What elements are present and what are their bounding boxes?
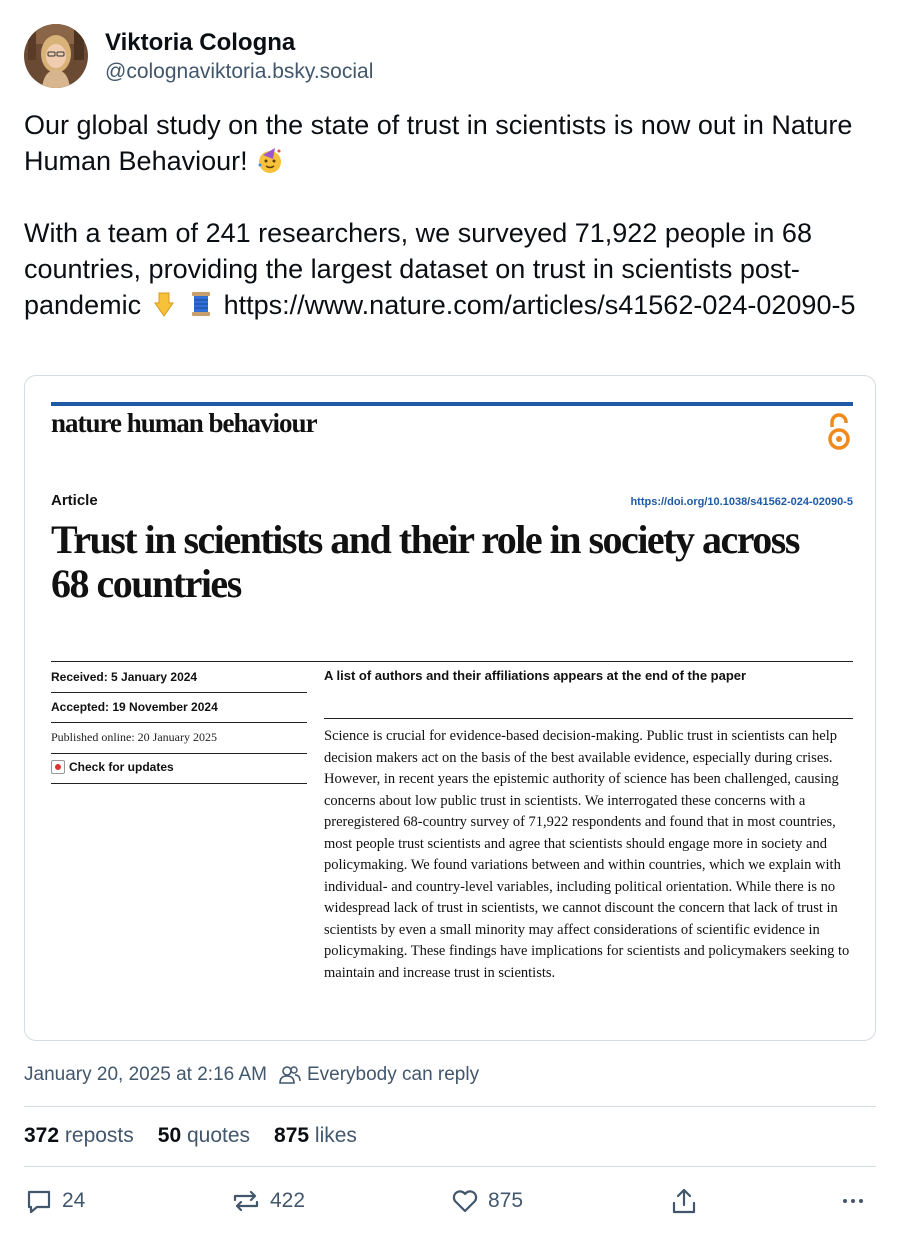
crossmark-icon xyxy=(51,760,65,774)
author-display-name[interactable]: Viktoria Cologna xyxy=(105,29,296,56)
article-link[interactable]: https://www.nature.com/articles/s41562-024-02090-5 xyxy=(223,290,856,320)
received-date: Received: 5 January 2024 xyxy=(51,670,198,684)
repost-count: 422 xyxy=(270,1189,306,1212)
engagement-stats xyxy=(24,1124,357,1148)
likes-count: 875 xyxy=(274,1124,310,1147)
divider xyxy=(51,753,307,754)
post-line-1: Our global study on the state of trust in scientists is now out in Nature Human Behaviour! xyxy=(24,110,853,176)
divider xyxy=(51,661,853,662)
reply-setting: Everybody can reply xyxy=(306,1064,480,1085)
doi-link: https://doi.org/10.1038/s41562-024-02090-5 xyxy=(630,496,853,508)
author-handle[interactable]: @colognaviktoria.bsky.social xyxy=(105,60,374,83)
like-count: 875 xyxy=(488,1189,524,1212)
article-type-label: Article xyxy=(51,492,98,509)
post-body xyxy=(24,107,876,323)
divider xyxy=(24,1106,876,1107)
share-button[interactable] xyxy=(669,1186,699,1216)
more-options-button[interactable] xyxy=(838,1186,868,1216)
accepted-date: Accepted: 19 November 2024 xyxy=(51,700,218,714)
journal-name: nature human behaviour xyxy=(51,408,317,438)
open-access-icon xyxy=(825,413,853,451)
reply-icon xyxy=(24,1186,54,1216)
post-line-2: With a team of 241 researchers, we surveyed 71,922 people in 68 countries, providing the largest dataset on trust in scientists post-pandemic xyxy=(24,218,812,320)
likes-stat[interactable] xyxy=(274,1124,357,1148)
quotes-stat[interactable] xyxy=(158,1124,250,1148)
avatar[interactable] xyxy=(24,24,88,88)
reposts-count: 372 xyxy=(24,1124,60,1147)
published-date: Published online: 20 January 2025 xyxy=(51,730,217,744)
authors-note: A list of authors and their affiliations appears at the end of the paper xyxy=(324,668,747,683)
paper-title: Trust in scientists and their role in society across 68 countries xyxy=(51,517,799,606)
divider xyxy=(51,692,307,693)
paper-preview xyxy=(25,376,876,1041)
embedded-image-card[interactable] xyxy=(24,375,876,1041)
paper-abstract: Science is crucial for evidence-based decision-making. Public trust in scientists can help decision makers act on the basis of the best available evidence, especially during crises. However, in recent years the epistemic authority of science has been challenged, causing concerns about low public trust in scientists. We interrogated these concerns with a preregistered 68-country survey of 71,922 respondents and found that in most countries, most people trust scientists and agree that scientists should engage more in society and policymaking. We found variations between and within countries, which we explain with individual- and country-level variables, including political orientation. While there is no widespread lack of trust in scientists, we cannot discount the concern that lack of trust in scientists by even a small minority may affect considerations of scientific evidence in policymaking. These findings have implications for scientists and policymakers seeking to maintain and increase trust in scientists. xyxy=(324,728,850,981)
quotes-label: quotes xyxy=(186,1124,251,1147)
pointing-down-icon xyxy=(149,289,179,319)
action-bar xyxy=(24,1186,876,1222)
people-icon xyxy=(279,1065,301,1085)
repost-icon xyxy=(230,1186,262,1216)
like-button[interactable] xyxy=(450,1186,523,1216)
reposts-label: reposts xyxy=(64,1124,134,1147)
divider xyxy=(51,783,307,784)
check-for-updates-label: Check for updates xyxy=(69,760,174,774)
post-header xyxy=(24,24,876,88)
check-for-updates xyxy=(51,760,174,774)
quotes-count: 50 xyxy=(157,1124,182,1147)
journal-top-bar xyxy=(51,402,853,406)
avatar-image xyxy=(24,24,88,88)
reposts-stat[interactable] xyxy=(24,1124,134,1148)
divider xyxy=(324,718,853,719)
reply-button[interactable] xyxy=(24,1186,85,1216)
repost-button[interactable] xyxy=(230,1186,305,1216)
party-face-icon xyxy=(255,145,285,175)
divider xyxy=(51,722,307,723)
more-icon xyxy=(838,1186,868,1216)
likes-label: likes xyxy=(314,1124,357,1147)
reply-count: 24 xyxy=(62,1189,86,1212)
thread-spool-icon xyxy=(186,289,216,319)
post-meta-row xyxy=(24,1064,876,1086)
post-timestamp[interactable]: January 20, 2025 at 2:16 AM xyxy=(24,1064,267,1085)
share-icon xyxy=(669,1186,699,1216)
heart-icon xyxy=(450,1186,480,1216)
divider xyxy=(24,1166,876,1167)
